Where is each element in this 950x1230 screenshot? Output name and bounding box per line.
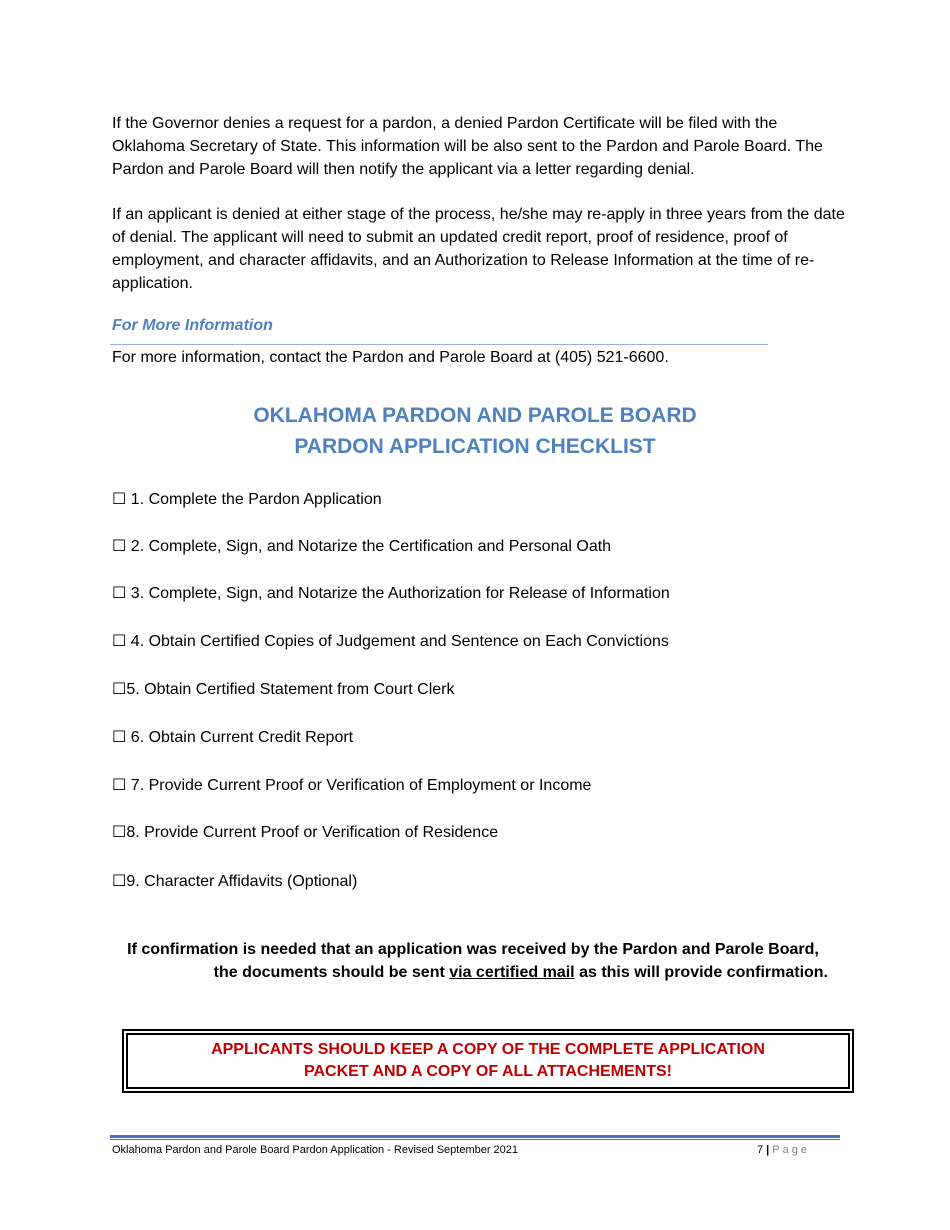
confirmation-line2 xyxy=(118,961,828,984)
checklist-item-4[interactable]: ☐ 4. Obtain Certified Copies of Judgement and Sentence on Each Convictions xyxy=(112,633,669,650)
confirmation-line2-after: as this will provide confirmation. xyxy=(574,964,828,981)
page-label: Page xyxy=(772,1144,810,1156)
confirmation-note xyxy=(118,938,828,984)
warning-box xyxy=(122,1029,854,1093)
confirmation-line1: If confirmation is needed that an application was received by the Pardon and Parole Board, xyxy=(127,941,819,958)
confirmation-line2-before: the documents should be sent xyxy=(213,964,450,981)
checklist-item-7[interactable]: ☐ 7. Provide Current Proof or Verification of Employment or Income xyxy=(112,777,592,794)
warning-line1: APPLICANTS SHOULD KEEP A COPY OF THE COMPLETE APPLICATION xyxy=(211,1041,765,1058)
checklist-title-line2: PARDON APPLICATION CHECKLIST xyxy=(294,435,656,458)
reapply-paragraph: If an applicant is denied at either stage of the process, he/she may re-apply in three years from the date of denial. The applicant will need to submit an updated credit report, proof of residence, proof of employment, and character affidavits, and an Authorization to Release Information at the time of re-application. xyxy=(112,206,845,292)
checklist-item-3[interactable]: ☐ 3. Complete, Sign, and Notarize the Authorization for Release of Information xyxy=(112,585,670,602)
page-separator: | xyxy=(766,1144,770,1156)
footer-rule-thick xyxy=(110,1135,840,1138)
denied-certificate-paragraph: If the Governor denies a request for a pardon, a denied Pardon Certificate will be filed with the Oklahoma Secretary of State. This information will be also sent to the Pardon and Parole Board. The Pardon and Parole Board will then notify the applicant via a letter regarding denial. xyxy=(112,115,823,178)
checklist-title-line1: OKLAHOMA PARDON AND PAROLE BOARD xyxy=(253,404,697,427)
page-number: 7 xyxy=(756,1144,764,1156)
warning-line2: PACKET AND A COPY OF ALL ATTACHEMENTS! xyxy=(304,1063,672,1080)
contact-paragraph: For more information, contact the Pardon and Parole Board at (405) 521-6600. xyxy=(112,349,669,366)
checklist-item-2[interactable]: ☐ 2. Complete, Sign, and Notarize the Certification and Personal Oath xyxy=(112,538,612,555)
checklist-item-6[interactable]: ☐ 6. Obtain Current Credit Report xyxy=(112,729,354,746)
checklist-item-8[interactable]: ☐8. Provide Current Proof or Verification of Residence xyxy=(112,824,499,841)
checklist-item-5[interactable]: ☐5. Obtain Certified Statement from Court Clerk xyxy=(112,681,455,698)
more-info-heading: For More Information xyxy=(112,317,273,334)
footer-page-indicator xyxy=(757,1143,810,1158)
warning-text xyxy=(128,1035,848,1087)
heading-underline xyxy=(110,344,768,345)
certified-mail-emphasis: via certified mail xyxy=(449,964,575,981)
checklist-item-9[interactable]: ☐9. Character Affidavits (Optional) xyxy=(112,873,358,890)
footer-rule-thin xyxy=(110,1139,840,1140)
checklist-title xyxy=(0,400,950,462)
checklist-item-1[interactable]: ☐ 1. Complete the Pardon Application xyxy=(112,491,382,508)
footer-document-title: Oklahoma Pardon and Parole Board Pardon Application - Revised September 2021 xyxy=(112,1144,519,1156)
